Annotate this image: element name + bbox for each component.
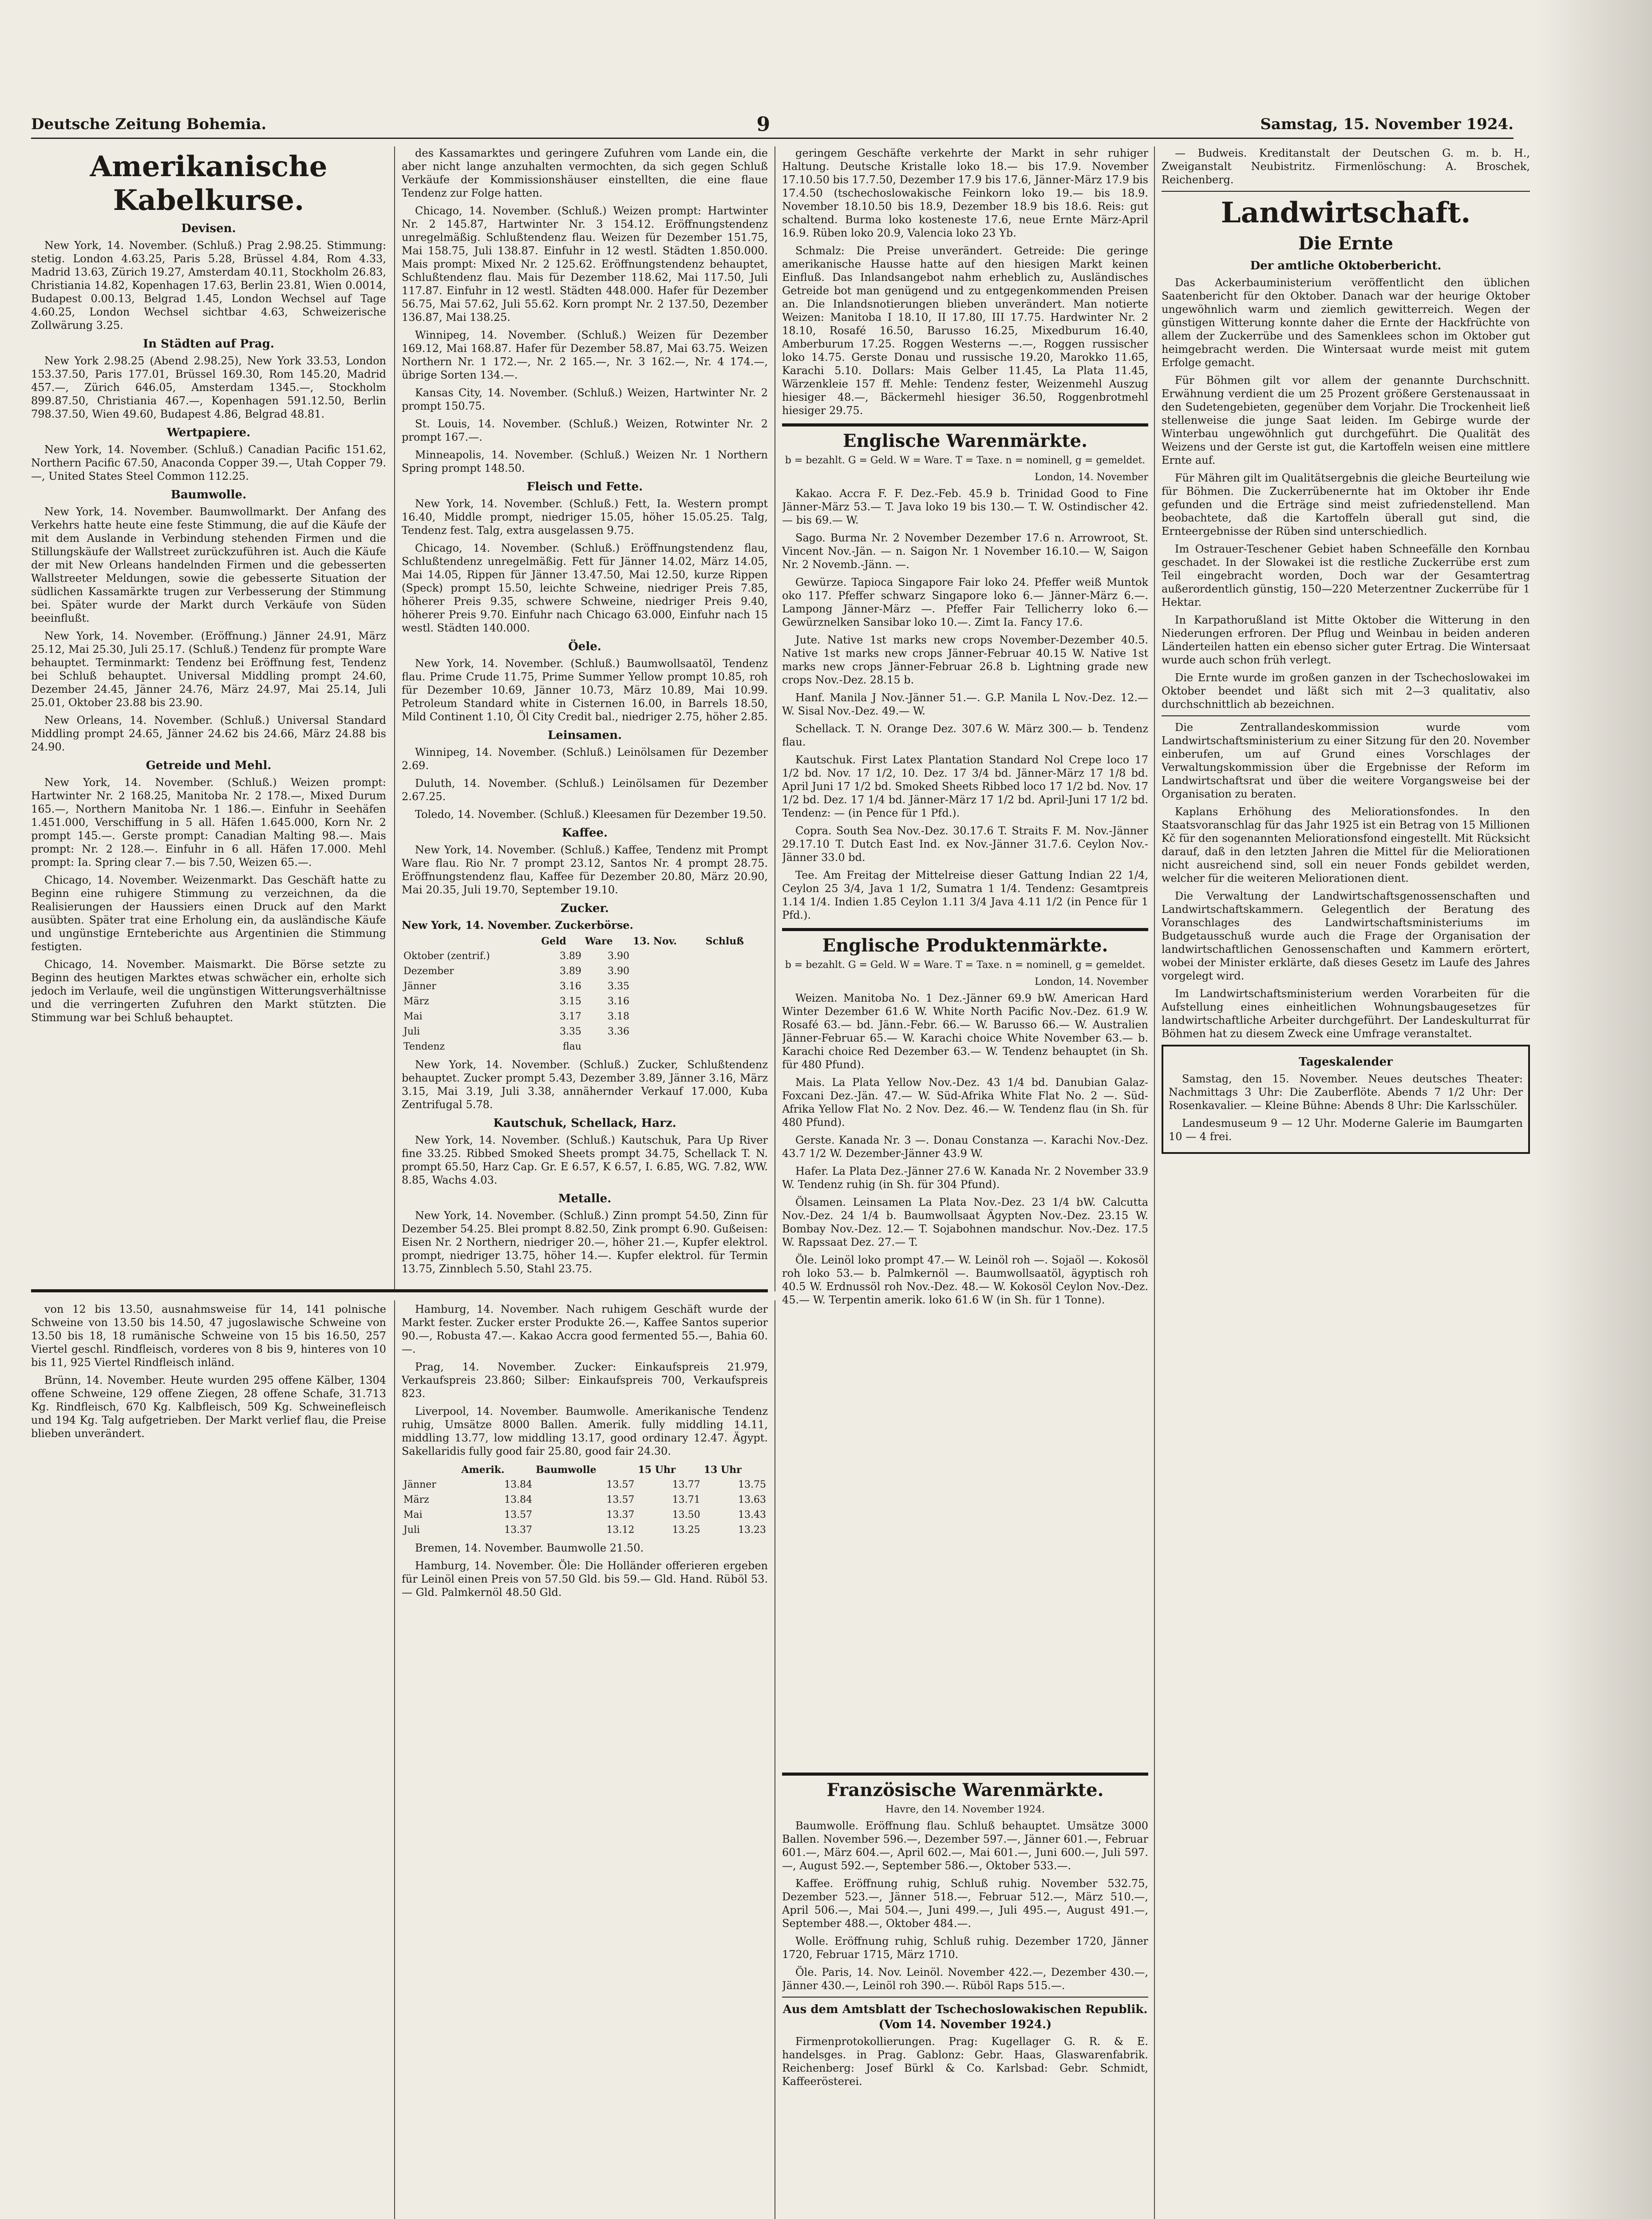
table-cell: Mai xyxy=(403,1509,423,1520)
table-cell: März xyxy=(403,1494,429,1505)
table-cell: März xyxy=(403,996,429,1007)
article-paragraph: Kansas City, 14. November. (Schluß.) Weizen, Hartwinter Nr. 2 prompt 150.75. xyxy=(402,387,768,412)
table-cell: Tendenz xyxy=(403,1041,445,1052)
subsection-label: Zucker. xyxy=(561,902,609,915)
article-paragraph: Samstag, den 15. November. Neues deutsches Theater: Nachmittags 3 Uhr: Die Zauberflöte. Abends 7 1/2 Uhr: Der Rosenkavalier. — Kleine Bühne: Abends 8 Uhr: Die Karlsschüler. xyxy=(1169,1073,1523,1112)
table-cell: 13.43 xyxy=(738,1509,766,1520)
subsection-label: Aus dem Amtsblatt der Tschechoslowakischen Republik. (Vom 14. November 1924.) xyxy=(783,2003,1148,2031)
article-paragraph: Mais. La Plata Yellow Nov.-Dez. 43 1/4 bd. Danubian Galaz-Foxcani Dez.-Jän. 47.— W. Süd-Afrika White Flat No. 2 —. Süd-Afrika Yellow Flat No. 2 Nov. Dez. 46.— W. Tendenz flau (in Sh. für 480 Pfund). xyxy=(782,1076,1148,1129)
table-cell: 13.12 xyxy=(606,1524,635,1536)
article-paragraph: Die Zentrallandeskommission wurde vom Landwirtschaftsministerium zu einer Sitzung für den 20. November einberufen, um auf Grund eines Vorschlages der Verwaltungskommission über die Ergebnisse der Reform im Landwirtschaftsrat und über die weitere Vorgangsweise bei der Organisation zu beraten. xyxy=(1162,721,1530,800)
article-paragraph: New York, 14. November. (Schluß.) Zinn prompt 54.50, Zinn für Dezember 54.25. Blei prompt 8.82.50, Zink prompt 6.90. Gußeisen: Eisen Nr. 2 Northern, niedriger 20.—, höher 21.—, Kupfer elektrol. prompt, niedriger 13.75, höher 14.—. Kupfer elektrol. für Termin 13.75, Zinnblech 5.50, Stahl 23.75. xyxy=(402,1209,768,1275)
table-cell: 3.89 xyxy=(559,966,581,977)
table-cell xyxy=(631,1039,704,1054)
table-cell: Juli xyxy=(403,1524,420,1536)
legend: b = bezahlt. G = Geld. W = Ware. T = Taxe. n = nominell, g = gemeldet. xyxy=(785,959,1146,971)
section-title: Französische Warenmärkte. xyxy=(826,1780,1104,1800)
table-cell: 13.57 xyxy=(606,1494,635,1505)
article-paragraph: New York, 14. November. Baumwollmarkt. Der Anfang des Verkehrs hatte heute eine feste Stimmung, die auf die Käufe der mit dem Auslande in Verbindung stehenden Firmen und die Stillungskäufe der Wallstreet zurückzuführen ist. Auch die Käufe der mit New Orleans handelnden Firmen und die gebesserten Wallstreeter Meldungen, sowie die gebesserte Situation der südlichen Kassamärkte trugen zur Verbesserung der Stimmung bei. Später wurde der Markt durch Verkäufe von Süden beeinflußt. xyxy=(31,505,386,624)
article-paragraph: Im Landwirtschaftsministerium werden Vorarbeiten für die Aufstellung eines einheitlichen Wohnungsbaugesetzes für landwirtschaftliche Arbeiter durchgeführt. Der Landeskulturrat für Böhmen hat zu diesem Zweck eine Umfrage veranstaltet. xyxy=(1162,987,1530,1040)
table-row xyxy=(402,1024,768,1039)
dateline: London, 14. November xyxy=(1035,472,1148,483)
article-paragraph: Für Mähren gilt im Qualitätsergebnis die gleiche Beurteilung wie für Böhmen. Die Zuckerrübenernte hat im Oktober ihr Ende gefunden und die Erträge sind meist zufriedenstellend. Man beobachtete, daß die Kartoffeln überall gut sind, die Ernteergebnisse der Rüben sind unterschiedlich. xyxy=(1162,472,1530,537)
article-paragraph: Prag, 14. November. Zucker: Einkaufspreis 21.979, Verkaufspreis 23.860; Silber: Einkaufspreis 700, Verkaufspreis 823. xyxy=(402,1361,768,1400)
table-cell: 3.89 xyxy=(559,951,581,962)
table-header-row xyxy=(402,1462,768,1477)
article-paragraph: Schellack. T. N. Orange Dez. 307.6 W. März 300.— b. Tendenz flau. xyxy=(782,723,1148,748)
liverpool-table xyxy=(402,1462,768,1538)
article-paragraph: New Orleans, 14. November. (Schluß.) Universal Standard Middling prompt 24.65, Jänner 24.62 bis 24.66, März 24.88 bis 24.90. xyxy=(31,714,386,753)
table-cell: 13.84 xyxy=(504,1479,533,1490)
subsection-label: Leinsamen. xyxy=(547,729,622,742)
article-paragraph: Im Ostrauer-Teschener Gebiet haben Schneefälle den Kornbau geschadet. In der Slowakei ist die restliche Zuckerrübe erst zum Teil eingebracht worden, Doch war der Gesamtertrag außerordentlich günstig, 150—220 Meterzentner Zuckerrübe für 1 Hektar. xyxy=(1162,543,1530,608)
article-paragraph: Sago. Burma Nr. 2 November Dezember 17.6 n. Arrowroot, St. Vincent Nov.-Jän. — n. Saigon Nr. 1 November 16.10.— W, Saigon Nr. 2 Novemb.-Jänn. —. xyxy=(782,532,1148,571)
running-head xyxy=(31,111,1514,139)
table-cell: 13.77 xyxy=(672,1479,700,1490)
section-title: Landwirtschaft. xyxy=(1221,196,1471,229)
article-paragraph: New York, 14. November. (Schluß.) Fett, Ia. Western prompt 16.40, Middle prompt, niedriger 15.05, höher 15.05.25. Talg, Tendenz fest. Talg, extra ausgelassen 9.75. xyxy=(402,497,768,537)
subsection-label: In Städten auf Prag. xyxy=(143,337,274,351)
table-cell xyxy=(583,1039,631,1054)
table-cell: 3.90 xyxy=(608,966,629,977)
article-paragraph: des Kassamarktes und geringere Zufuhren vom Lande ein, die aber nicht lange anzuhalten vermochten, da sich gegen Schluß Verkäufe der Kommissionshäuser einstellten, die eine flaue Tendenz zur Folge hatten. xyxy=(402,147,768,199)
article-paragraph: Baumwolle. Eröffnung flau. Schluß behauptet. Umsätze 3000 Ballen. November 596.—, Dezember 597.—, Jänner 601.—, Februar 601.—, März 604.—, April 602.—, Mai 601.—, Juni 600.—, Juli 597.—, August 592.—, September 586.—, Oktober 533.—. xyxy=(782,1820,1148,1872)
table-cell xyxy=(704,1039,768,1054)
article-paragraph: geringem Geschäfte verkehrte der Markt in sehr ruhiger Haltung. Deutsche Kristalle loko 18.— bis 17.9. November 17.10.50 bis 17.7.50, Dezember 17.9 bis 17.6, Jänner-März 17.9 bis 17.4.50 (tschechoslowakische Feinkorn loko 19.— bis 18.9. November 18.10.50 bis 18.9, Dezember 18.9 bis 18.6. Reis: gut schaltend. Burma loko kosteneste 17.6, neue Ernte März-April 16.9. Rüben loko 20.9, Valencia loko 23 Yb. xyxy=(782,147,1148,239)
article-paragraph: Hamburg, 14. November. Öle: Die Holländer offerieren ergeben für Leinöl einen Preis von 57.50 Gld. bis 59.— Gld. Hand. Rüböl 53.— Gld. Palmkernöl 48.50 Gld. xyxy=(402,1560,768,1599)
article-paragraph: Chicago, 14. November. (Schluß.) Weizen prompt: Hartwinter Nr. 2 145.87, Hartwinter Nr. 3 154.12. Eröffnungstendenz unregelmäßig. Schlußtendenz flau. Weizen für Dezember 151.75, Mai 158.75, Juli 138.87. Einfuhr in 12 westl. Städten 1.850.000. Mais prompt: Mixed Nr. 2 125.62. Eröffnungstendenz behauptet, Schlußtendenz flau. Mais für Dezember 118.62, Mai 117.50, Juli 117.87. Einfuhr in 12 westl. Städten 448.000. Hafer für Dezember 56.75, Mai 57.62, Juli 55.62. Korn prompt Nr. 2 137.50, Dezember 136.87, Mai 138.25. xyxy=(402,205,768,324)
table-cell: 3.35 xyxy=(608,981,629,992)
column-landwirtschaft xyxy=(1162,146,1530,2219)
column-cotton-markets xyxy=(402,1303,768,2219)
article-paragraph: Tee. Am Freitag der Mittelreise dieser Gattung Indian 22 1/4, Ceylon 25 3/4, Java 1 1/2, Sumatra 1 1/4. Tendenz: Gesamtpreis 1.14 1/4. Indien 1.85 Ceylon 1.11 3/4 Java 4.11 1/2 (in Pence für 1 Pfd.). xyxy=(782,869,1148,921)
article-paragraph: New York, 14. November. (Eröffnung.) Jänner 24.91, März 25.12, Mai 25.30, Juli 25.17. (Schluß.) Tendenz für prompte Ware behauptet. Terminmarkt: Tendenz bei Eröffnung fest, Tendenz bei Schluß behauptet. Universal Middling prompt 24.60, Dezember 24.45, Jänner 24.76, März 24.97, Mai 25.14, Juli 25.01, Oktober 23.88 bis 23.90. xyxy=(31,630,386,709)
table-header-cell: 13 Uhr xyxy=(703,1464,742,1476)
table-cell xyxy=(704,964,768,979)
article-subtitle: Der amtliche Oktoberbericht. xyxy=(1250,259,1442,272)
column-rule xyxy=(394,1300,395,2219)
table-cell: 13.23 xyxy=(738,1524,766,1536)
article-paragraph: New York, 14. November. (Schluß.) Kaffee, Tendenz mit Prompt Ware flau. Rio Nr. 7 prompt 23.12, Santos Nr. 4 prompt 28.75. Eröffnungstendenz flau, Kaffee für Dezember 20.80, März 20.90, Mai 20.35, Juli 19.70, September 19.10. xyxy=(402,844,768,896)
table-cell: 13.37 xyxy=(606,1509,635,1520)
table-cell xyxy=(704,1009,768,1024)
box-title: Tageskalender xyxy=(1299,1055,1393,1069)
section-title: Englische Warenmärkte. xyxy=(842,430,1088,451)
table-cell xyxy=(704,979,768,994)
article-paragraph: Chicago, 14. November. Maismarkt. Die Börse setzte zu Beginn des heutigen Marktes etwas schwächer ein, erholte sich jedoch im Verlaufe, weil die ungünstigen Witterungsverhältnisse und die verringerten Zufuhren den Markt stützten. Die Stimmung war bei Schluß behauptet. xyxy=(31,958,386,1024)
section-rule xyxy=(782,1773,1148,1776)
table-cell: 13.75 xyxy=(738,1479,766,1490)
article-paragraph: Firmenprotokollierungen. Prag: Kugellager G. R. & E. handelsges. in Prag. Gablonz: Gebr. Haas, Glaswarenfabrik. Reichenberg: Josef Bürkl & Co. Karlsbad: Gebr. Schmidt, Kaffeerösterei. xyxy=(782,2035,1148,2088)
table-cell xyxy=(631,964,704,979)
article-paragraph: Gerste. Kanada Nr. 3 —. Donau Constanza —. Karachi Nov.-Dez. 43.7 1/2 W. Dezember-Jänner 43.9 W. xyxy=(782,1134,1148,1160)
table-cell xyxy=(631,979,704,994)
table-cell: 3.36 xyxy=(608,1026,629,1037)
article-paragraph: Die Verwaltung der Landwirtschaftsgenossenschaften und Landwirtschaftskammern. Gelegentlich der Beratung des Voranschlages des Landwirtschaftsministeriums im Budgetausschuß wurde auch die Frage der Organisation der landwirtschaftlichen Genossenschaften und Kammern erörtert, wobei der Minister erklärte, daß dieses Gesetz im Laufe des Jahres vorgelegt wird. xyxy=(1162,890,1530,982)
article-paragraph: Ölsamen. Leinsamen La Plata Nov.-Dez. 23 1/4 bW. Calcutta Nov.-Dez. 24 1/4 b. Baumwollsaat Ägypten Nov.-Dez. 23.15 W. Bombay Nov.-Dez. 12.— T. Sojabohnen mandschur. Nov.-Dez. 17.5 W. Rapssaat Dez. 27.— T. xyxy=(782,1196,1148,1248)
section-title: Amerikanische Kabelkurse. xyxy=(90,150,328,217)
article-paragraph: New York 2.98.25 (Abend 2.98.25), New York 33.53, London 153.37.50, Paris 177.01, Brüssel 169.30, Rom 145.20, Madrid 457.—, Zürich 646.05, Amsterdam 1345.—, Stockholm 899.87.50, Christiania 467.—, Kopenhagen 591.12.50, Berlin 798.37.50, Wien 49.60, Budapest 4.86, Belgrad 48.81. xyxy=(31,355,386,420)
section-rule xyxy=(782,928,1148,931)
article-paragraph: New York, 14. November. (Schluß.) Weizen prompt: Hartwinter Nr. 2 168.25, Manitoba Nr. 2 178.—, Mixed Durum 165.—, Northern Manitoba Nr. 1 186.—. Einfuhr in Seehäfen 1.451.000, Verschiffung in 5 all. Häfen 1.645.000, Korn Nr. 2 prompt 145.—. Gerste prompt: Canadian Malting 98.—. Mais prompt: Nr. 2 128.—. Einfuhr in 6 all. Häfen 17.000. Mehl prompt: Ia. Spring clear 7.— bis 7.50, Weizen 65.—. xyxy=(31,776,386,869)
table-row xyxy=(402,964,768,979)
table-cell: 3.90 xyxy=(608,951,629,962)
subsection-label: Getreide und Mehl. xyxy=(146,759,272,772)
article-paragraph: Landesmuseum 9 — 12 Uhr. Moderne Galerie im Baumgarten 10 — 4 frei. xyxy=(1169,1117,1523,1143)
table-cell: 3.17 xyxy=(559,1011,581,1022)
table-header-cell: 13. Nov. xyxy=(632,936,677,947)
table-cell: 13.57 xyxy=(504,1509,533,1520)
article-paragraph: Chicago, 14. November. (Schluß.) Eröffnungstendenz flau, Schlußtendenz unregelmäßig. Fett für Jänner 14.02, März 14.05, Mai 14.05, Rippen für Jänner 13.47.50, Mai 12.50, kurze Rippen (Speck) prompt 15.50, leichte Schweine, niedriger Preis 7.85, höherer Preis 9.35, schwere Schweine, niedriger Preis 9.40, höherer Preis 9.70. Einfuhr nach Chicago 63.000, Einfuhr nach 15 westl. Städten 140.000. xyxy=(402,542,768,634)
table-cell: flau xyxy=(562,1041,581,1052)
article-paragraph: Winnipeg, 14. November. (Schluß.) Weizen für Dezember 169.12, Mai 168.87. Hafer für Dezember 58.87, Mai 63.75. Weizen Northern Nr. 1 172.—, Nr. 2 165.—, Nr. 3 162.—, Nr. 4 174.—, übrige Sorten 134.—. xyxy=(402,329,768,381)
article-paragraph: Gewürze. Tapioca Singapore Fair loko 24. Pfeffer weiß Muntok oko 117. Pfeffer schwarz Singapore loko 6.— Jänner-März 6.—. Lampong Jänner-März —. Pfeffer Fair Tellicherry loko 6.— Gewürznelken Sansibar loko 10.—. Zimt Ia. Fancy 17.6. xyxy=(782,576,1148,628)
article-paragraph: Öle. Leinöl loko prompt 47.— W. Leinöl roh —. Sojaöl —. Kokosöl roh loko 53.— b. Palmkernöl —. Baumwollsaatöl, ägyptisch roh 40.5 W. Erdnussöl roh Nov.-Dez. 48.— W. Kokosöl Ceylon Nov.-Dez. 45.— W. Terpentin amerik. loko 61.6 W (in Sh. für 1 Tonne). xyxy=(782,1254,1148,1306)
article-paragraph: Schmalz: Die Preise unverändert. Getreide: Die geringe amerikanische Hausse hatte auf den hiesigen Markt keinen Einfluß. Das Inlandsangebot nahm erheblich zu, Ausländisches Getreide bot man genügend und zu entgegenkommenden Preisen an. Die Inlandsnotierungen blieben unverändert. Man notierte Weizen: Manitoba I 18.10, II 17.80, III 17.75. Hardwinter Nr. 2 18.10, Rosafé 16.50, Barusso 16.25, Mixedburum 16.40, Amberburum 17.25. Roggen Westerns —.—, Roggen russischer loko 14.75. Gerste Donau und russische 19.20, Marokko 11.65, Karachi 5.10. Dollars: Mais Gelber 11.45, La Plata 11.45, Wärzenkleie 157 ff. Mehle: Tendenz fester, Weizenmehl Auszug hiesiger 48.—, Bäckermehl hiesiger 36.50, Roggenbrotmehl hiesiger 29.75. xyxy=(782,245,1148,417)
table-cell: Jänner xyxy=(403,1479,436,1490)
article-paragraph: Winnipeg, 14. November. (Schluß.) Leinölsamen für Dezember 2.69. xyxy=(402,746,768,772)
table-header-cell: 15 Uhr xyxy=(638,1464,676,1476)
table-cell: 13.37 xyxy=(504,1524,533,1536)
subsection-label: Öele. xyxy=(568,640,601,653)
subsection-label: Metalle. xyxy=(558,1192,612,1205)
section-rule xyxy=(782,1997,1148,1998)
section-rule xyxy=(1162,191,1530,192)
zucker-table xyxy=(402,934,768,1054)
table-row xyxy=(402,1009,768,1024)
article-paragraph: Brünn, 14. November. Heute wurden 295 offene Kälber, 1304 offene Schweine, 129 offene Ziegen, 28 offene Schafe, 31.713 Kg. Rindfleisch, 670 Kg. Kalbfleisch, 509 Kg. Schweinefleisch und 194 Kg. Talg aufgetrieben. Der Markt verlief flau, die Preise blieben unverändert. xyxy=(31,1374,386,1440)
table-header-cell: Ware xyxy=(585,936,613,947)
table-cell: 13.71 xyxy=(672,1494,700,1505)
article-paragraph: Copra. South Sea Nov.-Dez. 30.17.6 T. Straits F. M. Nov.-Jänner 29.17.10 T. Dutch East Ind. ex Nov.-Jänner 31.7.6. Ceylon Nov.-Jänner 33.0 bd. xyxy=(782,825,1148,864)
table-cell: 3.18 xyxy=(608,1011,629,1022)
table-cell: 3.15 xyxy=(559,996,581,1007)
article-paragraph: Öle. Paris, 14. Nov. Leinöl. November 422.—, Dezember 430.—, Jänner 430.—, Leinöl roh 390.—. Rüböl Raps 515.—. xyxy=(782,1966,1148,1992)
table-cell: 13.84 xyxy=(504,1494,533,1505)
table-row xyxy=(402,1508,768,1523)
section-rule xyxy=(31,1289,768,1292)
tageskalender-box xyxy=(1162,1045,1530,1154)
table-cell: 3.16 xyxy=(559,981,581,992)
table-cell xyxy=(631,949,704,964)
article-paragraph: Jute. Native 1st marks new crops November-Dezember 40.5. Native 1st marks new crops Jänner-Februar 40.15 W. Native 1st marks new crops Jänner-Februar 26.8 b. Lightning grade new crops Nov.-Dez. 28.15 b. xyxy=(782,634,1148,686)
table-cell: 13.63 xyxy=(738,1494,766,1505)
article-paragraph: Das Ackerbauministerium veröffentlicht den üblichen Saatenbericht für den Oktober. Danach war der heurige Oktober ungewöhnlich warm und ziemlich gewitterreich. Wegen der günstigen Witterung konnte daher die Ernte der Hackfrüchte von allem der Zuckerrübe und des Samenklees schon im Oktober gut heimgebracht werden. Die Wintersaat wurde meist mit gutem Erfolge gemacht. xyxy=(1162,276,1530,369)
section-rule xyxy=(1162,715,1530,716)
column-french-markets xyxy=(782,1766,1148,2219)
table-cell xyxy=(631,1009,704,1024)
table-cell xyxy=(631,994,704,1009)
article-paragraph: Hamburg, 14. November. Nach ruhigem Geschäft wurde der Markt fester. Zucker erster Produkte 26.—, Kaffee Santos superior 90.—, Robusta 47.—. Kakao Accra good fermented 55.—, Bahia 60.—. xyxy=(402,1303,768,1355)
section-title: Englische Produktenmärkte. xyxy=(822,935,1108,956)
table-cell: 3.35 xyxy=(559,1026,581,1037)
article-paragraph: Kaplans Erhöhung des Meliorationsfondes. In den Staatsvoranschlag für das Jahr 1925 ist ein Betrag von 15 Millionen Kč für den sogenannten Meliorationsfond eingestellt. Mit Rücksicht darauf, daß in den letzten Jahren die Mittel für die Meliorationen nicht ausreichend sind, soll ein neuer Fonds gebildet werden, welcher für die weiteren Meliorationen dient. xyxy=(1162,805,1530,884)
zucker-heading: New York, 14. November. Zuckerbörse. xyxy=(402,919,633,932)
table-cell xyxy=(704,949,768,964)
column-rule xyxy=(394,146,395,1291)
table-header-cell: Geld xyxy=(541,936,566,947)
table-cell: 13.25 xyxy=(672,1524,700,1536)
subsection-label: Baumwolle. xyxy=(170,488,247,501)
column-kabelkurse xyxy=(31,146,386,1291)
article-paragraph: New York, 14. November. (Schluß.) Kautschuk, Para Up River fine 33.25. Ribbed Smoked Sheets prompt 34.75, Schellack T. N. prompt 65.50, Harz Cap. Gr. E 6.57, K 6.57, I. 6.85, WG. 7.82, WW. 8.85, Wachs 4.03. xyxy=(402,1134,768,1186)
article-paragraph: Bremen, 14. November. Baumwolle 21.50. xyxy=(415,1542,644,1554)
dateline: London, 14. November xyxy=(1035,976,1148,987)
article-paragraph: Für Böhmen gilt vor allem der genannte Durchschnitt. Erwähnung verdient die um 25 Prozent größere Gerstenaussaat in den Sudetengebieten, gegenüber dem Vorjahr. Die Trockenheit ließ stellenweise die junge Saat leiden. Im Gebirge wurde der Winterbau ungewöhnlich gut durchgeführt. Die Qualität des Weizens und der Gerste ist gut, die Kartoffeln weisen eine mittlere Ernte auf. xyxy=(1162,374,1530,466)
article-paragraph: New York, 14. November. (Schluß.) Zucker, Schlußtendenz behauptet. Zucker prompt 5.43, Dezember 3.89, Jänner 3.16, März 3.15, Mai 3.19, Juli 3.38, annähernder Verkauf 17.000, Kuba Zentrifugal 5.78. xyxy=(402,1058,768,1111)
article-paragraph: In Karpathorußland ist Mitte Oktober die Witterung in den Niederungen erfroren. Der Pflug und Weinbau in beiden anderen Länderteilen hatten ein ebenso sicher guter Ertrag. Die Wintersaat wurde auch schon früh verlegt. xyxy=(1162,614,1530,666)
legend: b = bezahlt. G = Geld. W = Ware. T = Taxe. n = nominell, g = gemeldet. xyxy=(785,455,1146,466)
table-cell: Mai xyxy=(403,1011,423,1022)
article-paragraph: Kautschuk. First Latex Plantation Standard Nol Crepe loco 17 1/2 bd. Nov. 17 1/2, 10. Dez. 17 3/4 bd. Jänner-März 17 1/8 bd. April Juni 17 1/2 bd. Smoked Sheets Ribbed loco 17 1/2 bd. Nov. 17 1/2 bd. Dez. 17 1/4 bd. Jänner-März 17 1/2 bd. April-Juni 17 1/2 bd. Tendenz: — (in Pence für 1 Pfd.). xyxy=(782,754,1148,819)
section-rule xyxy=(782,423,1148,426)
table-row xyxy=(402,1492,768,1508)
article-paragraph: Hanf. Manila J Nov.-Jänner 51.—. G.P. Manila L Nov.-Dez. 12.— W. Sisal Nov.-Dez. 49.— W. xyxy=(782,691,1148,717)
table-cell: Oktober (zentrif.) xyxy=(403,951,490,962)
article-paragraph: Minneapolis, 14. November. (Schluß.) Weizen Nr. 1 Northern Spring prompt 148.50. xyxy=(402,449,768,474)
article-paragraph: Toledo, 14. November. (Schluß.) Kleesamen für Dezember 19.50. xyxy=(415,808,767,821)
table-cell: Dezember xyxy=(403,966,454,977)
table-row xyxy=(402,979,768,994)
table-cell: 3.16 xyxy=(608,996,629,1007)
article-paragraph: Chicago, 14. November. Weizenmarkt. Das Geschäft hatte zu Beginn eine ruhigere Stimmung zu verzeichnen, da die Realisierungen der Haussiers einen Druck auf den Markt ausübten. Später trat eine Erholung ein, da ausländische Käufe und ungünstige Ernteberichte aus Argentinien die Stimmung festigten. xyxy=(31,874,386,953)
article-paragraph: New York, 14. November. (Schluß.) Baumwollsaatöl, Tendenz flau. Prime Crude 11.75, Prime Summer Yellow prompt 10.85, roh für Dezember 10.69, Jänner 10.73, März 10.89, Mai 10.99. Petroleum Standard white in Cisternen 16.00, in Barrels 18.50, Mild Continent 1.10, Öl City Credit bal., niedriger 2.75, höher 2.85. xyxy=(402,657,768,723)
article-title: Die Ernte xyxy=(1298,233,1393,254)
article-paragraph: Weizen. Manitoba No. 1 Dez.-Jänner 69.9 bW. American Hard Winter Dezember 61.6 W. White North Pacific Nov.-Dez. 61.9 W. Rosafé 63.— bd. Jänn.-Febr. 66.— W. Barusso 66.— W. Australien Jänner-Februar 65.— W. Karachi choice White November 63.— b. Karachi choice Red Dezember 63.— W. Tendenz behauptet (in Sh. für 480 Pfund). xyxy=(782,992,1148,1071)
column-rule xyxy=(1154,146,1155,2219)
article-paragraph: New York, 14. November. (Schluß.) Canadian Pacific 151.62, Northern Pacific 67.50, Anaconda Copper 39.—, Utah Copper 79.—, United States Steel Common 112.25. xyxy=(31,443,386,482)
article-paragraph: Hafer. La Plata Dez.-Jänner 27.6 W. Kanada Nr. 2 November 33.9 W. Tendenz ruhig (in Sh. für 304 Pfund). xyxy=(782,1165,1148,1191)
subsection-label: Kaffee. xyxy=(562,826,608,840)
article-paragraph: von 12 bis 13.50, ausnahmsweise für 14, 141 polnische Schweine von 13.50 bis 14.50, 47 jugoslawische Schweine von 13.50 bis 18, 18 rumänische Schweine von 15 bis 16.50, 257 Viertel geschl. Rindfleisch, vorderes von 8 bis 9, hinteres von 10 bis 11, 925 Viertel Rindfleisch inländ. xyxy=(31,1303,386,1369)
column-cattle-markets xyxy=(31,1303,386,2219)
table-cell xyxy=(704,994,768,1009)
table-cell: 13.50 xyxy=(672,1509,700,1520)
article-paragraph: St. Louis, 14. November. (Schluß.) Weizen, Rotwinter Nr. 2 prompt 167.—. xyxy=(402,418,768,443)
table-header-cell: Schluß xyxy=(705,936,744,947)
article-paragraph: Wolle. Eröffnung ruhig, Schluß ruhig. Dezember 1720, Jänner 1720, Februar 1715, März 1710. xyxy=(782,1935,1148,1961)
article-paragraph: Liverpool, 14. November. Baumwolle. Amerikanische Tendenz ruhig, Umsätze 8000 Ballen. Amerik. fully middling 14.11, middling 13.77, low middling 13.17, good ordinary 12.47. Ägypt. Sakellaridis fully good fair 25.80, good fair 24.30. xyxy=(402,1405,768,1457)
table-header-cell: Amerik. xyxy=(461,1464,505,1476)
table-row xyxy=(402,1523,768,1538)
table-row xyxy=(402,949,768,964)
article-paragraph: Die Ernte wurde im großen ganzen in der Tschechoslowakei im Oktober beendet und läßt sich mit 2—3 qualitativ, also durchschnittlich ab bezeichnen. xyxy=(1162,671,1530,711)
table-cell xyxy=(631,1024,704,1039)
table-cell: Jänner xyxy=(403,981,436,992)
table-cell: 13.57 xyxy=(606,1479,635,1490)
paper-name: Deutsche Zeitung Bohemia. xyxy=(31,115,267,133)
article-paragraph: — Budweis. Kreditanstalt der Deutschen G. m. b. H., Zweiganstalt Neubistritz. Firmenlöschung: A. Broschek, Reichenberg. xyxy=(1162,147,1530,186)
article-paragraph: Kaffee. Eröffnung ruhig, Schluß ruhig. November 532.75, Dezember 523.—, Jänner 518.—, Februar 512.—, März 510.—, April 506.—, Mai 504.—, Juni 499.—, Juli 495.—, August 491.—, September 488.—, Oktober 484.—. xyxy=(782,1877,1148,1930)
table-header-cell xyxy=(402,934,539,949)
dateline: Havre, den 14. November 1924. xyxy=(885,1804,1045,1815)
subsection-label: Devisen. xyxy=(181,222,236,235)
article-paragraph: New York, 14. November. (Schluß.) Prag 2.98.25. Stimmung: stetig. London 4.63.25, Paris 5.28, Brüssel 4.84, Rom 4.33, Madrid 13.63, Zürich 19.27, Amsterdam 40.11, Stockholm 26.83, Christiania 14.82, Kopenhagen 17.63, Berlin 23.81, Wien 0.0014, Budapest 0.00.13, Belgrad 1.45, London Wechsel auf Tage 4.60.25, London Wechsel sichtbar 4.63, Schweizerische Zollwärung 3.25. xyxy=(31,239,386,332)
table-row xyxy=(402,1039,768,1054)
article-paragraph: Duluth, 14. November. (Schluß.) Leinölsamen für Dezember 2.67.25. xyxy=(402,777,768,803)
table-cell xyxy=(704,1024,768,1039)
article-paragraph: Kakao. Accra F. F. Dez.-Feb. 45.9 b. Trinidad Good to Fine Jänner-März 53.— T. Java loko 19 bis 130.— T. W. Ostindischer 42.— bis 69.— W. xyxy=(782,487,1148,526)
column-market-reports xyxy=(402,146,768,1291)
issue-date: Samstag, 15. November 1924. xyxy=(1260,115,1514,133)
page-number: 9 xyxy=(756,113,771,136)
table-row xyxy=(402,994,768,1009)
table-row xyxy=(402,1477,768,1492)
table-cell: Juli xyxy=(403,1026,420,1037)
table-header-cell xyxy=(402,1462,459,1477)
subsection-label: Wertpapiere. xyxy=(166,426,251,439)
subsection-label: Fleisch und Fette. xyxy=(526,480,643,494)
binding-edge xyxy=(1537,0,1652,2219)
subsection-label: Kautschuk, Schellack, Harz. xyxy=(493,1117,676,1130)
table-header-cell: Baumwolle xyxy=(536,1464,597,1476)
table-header-row xyxy=(402,934,768,949)
